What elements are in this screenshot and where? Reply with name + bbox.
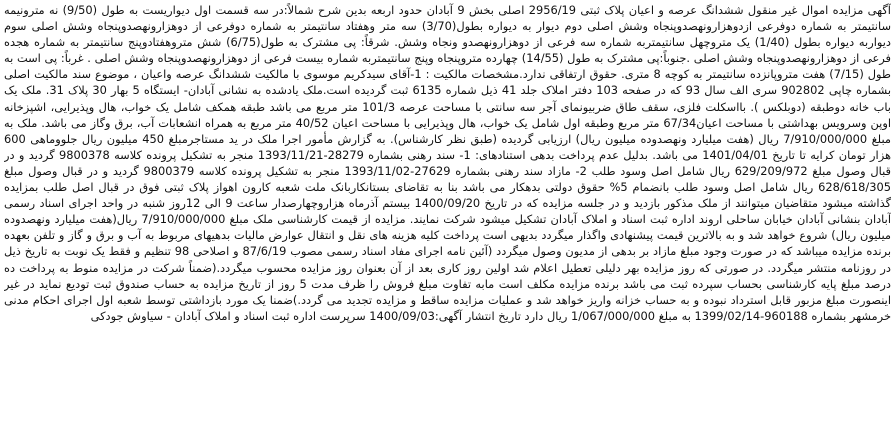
auction-notice-text: آگهی مزایده اموال غیر منقول ششدانگ عرصه و اعیان پلاک ثبتی 2956/19 اصلی بخش 9 آبادان حدود اربعه بدین شرح شمالاً:در سه قسمت اول دیواریست به طول (9/50) نه مترونیمه سانتیمتر به شماره دوفرعی ازدوهزارونهصدوپنجاه وشش اصلی دوم دیوار به دیواره بطول(3/70) سه متر وهفتاد سانتیمتر به شماره دوفرعی از دوهزارونهصدوپنجاه وشش اصلی سوم دیواربه دیواره بطول (1/40) یک متروچهل سانتیمتربه شماره سه فرعی از دوهزارونهصدو ونجاه وشش. شرقاً: پی مشترک به طول(6/75) شش متروهفتادوپنج سانتیمتر به شماره هجده فرعی از دوهزارونهصدوپنجاه وشش اصلی .جنوباً:پی مشترک به طول (14/55) چهارده متروپنجاه وپنج سانتیمتربه شماره بیست فرعی از دوهزارونهصدوپنجاه وشش اصلی . غرباً: پی است به طول (7/15) هفت متروپانزده سانتیمتر به کوچه 8 متری. حقوق ارتفاقی ندارد.مشخصات مالکیت : 1-آقای سیدکریم موسوی با مالکیت ششدانگ عرصه واعیان ، موضوع سند مالکیت اصلی بشماره چاپی 902802 سری الف سال 93 که در صفحه 103 دفتر املاک جلد 41 ذیل شماره 6135 ثبت گردیده است.ملک یادشده به نشانی آبادان- ایستگاه 5 بهار 30 پلاک 31. ملک یک باب خانه دوطبقه (دوبلکس ). بااسکلت فلزی، سقف طاق ضربیونمای آجر سه سانتی با مساحت عرصه 101/3 متر مربع می باشد طبقه همکف شامل یک خواب، هال وپذیرایی، اشپزخانه اوپن وسرویس بهداشتی با مساحت اعیان67/34 متر مربع وطبقه اول شامل یک خواب، هال وپذیرایی با مساحت اعیان 40/52 متر مربع به همراه انشعابات آب، برق وگاز می باشد. ملک به مبلغ 7/910/000/000 ریال (هفت میلیارد ونهصدوده میلیون ریال) ارزیابی گردیده (طبق نظر کارشناس). به گزارش مأمور اجرا ملک در ید مستاجرمبلغ 450 میلیون ریال جلووماهی 600 هزار تومان کرایه تا تاریخ 1401/04/01 می باشد. بدلیل عدم پرداخت بدهی استنادهای: 1- سند رهنی بشماره 28279-1393/11/21 منجر به تشکیل پرونده کلاسه 9800378 گردید و در قبال وصول مبلغ 629/209/972 ریال شامل اصل وسود طلب 2- مازاد سند رهنی بشماره 27629-1393/11/02 منجر به تشکیل پرونده کلاسه 9800379 گردید و در قبال وصول مبلغ 628/618/305 ریال شامل اصل وسود طلب بانضمام 5% حقوق دولتی بدهکار می باشد بنا به تقاضای بستانکاربانک ملت شعبه کارون اهواز پلاک ثبتی فوق در قبال اصل طلب بمزایده گذاشته میشود متقاضیان میتوانند از ملک مذکور بازدید و در جلسه مزایده که در تاریخ 1400/09/20 بیستم آذرماه هزاروچهارصدار ساعت 9 الی 12روز شنبه در واحد اجرای اسناد رسمی آبادان بنشانی آبادان خیابان ساحلی اروند اداره ثبت اسناد و املاک آبادان تشکیل میشود شرکت نمایند. مزایده از قیمت کارشناسی ملک مبلغ 7/910/000/000 ریال(هفت میلیارد ونهصدوده میلیون ریال) شروع خواهد شد و به بالاترین قیمت پیشنهادی واگذار میگردد بدیهی است پرداخت کلیه هزینه های نقل و انتقال عوارض مالیات بدهیهای مربوط به آب و برق و گاز و تلفن بعهده برنده مزایده میباشد که در صورت وجود مبلغ مازاد بر بدهی از مدیون وصول میگردد (آئین نامه اجرای مفاد اسناد رسمی مصوب 87/6/19 و اصلاحی 98 تنظیم و فقط یک نوبت به تاریخ ذیل در روزنامه منتشر میگردد. در صورتی که روز مزایده بهر دلیلی تعطیل اعلام شد اولین روز کاری بعد از آن بعنوان روز مزایده محسوب میگردد.(ضمناً شرکت در مزایده منوط به پرداخت ده درصد مبلغ پایه کارشناسی بحساب سپرده ثبت می باشد برنده مزایده مکلف است مابه تفاوت مبلغ فروش را ظرف مدت 5 روز از تاریخ مزایده به حساب صندوق ثبت تودیع نماید در غیر اینصورت مبلغ مزبور قابل استرداد نبوده و به حساب خزانه واریز خواهد شد و عملیات مزایده ساقط و مزایده تجدید می گردد.)ضمنا یک مورد بازداشتی توسط شعبه اول اجرای احکام مدنی خرمشهر بشماره 960188-1399/02/14 به مبلغ 1/067/000/000 ریال دارد تاریخ انتشار آگهی:1400/09/03 سرپرست اداره ثبت اسناد و املاک آبادان - سیاوش جودکی: [4, 3, 891, 323]
